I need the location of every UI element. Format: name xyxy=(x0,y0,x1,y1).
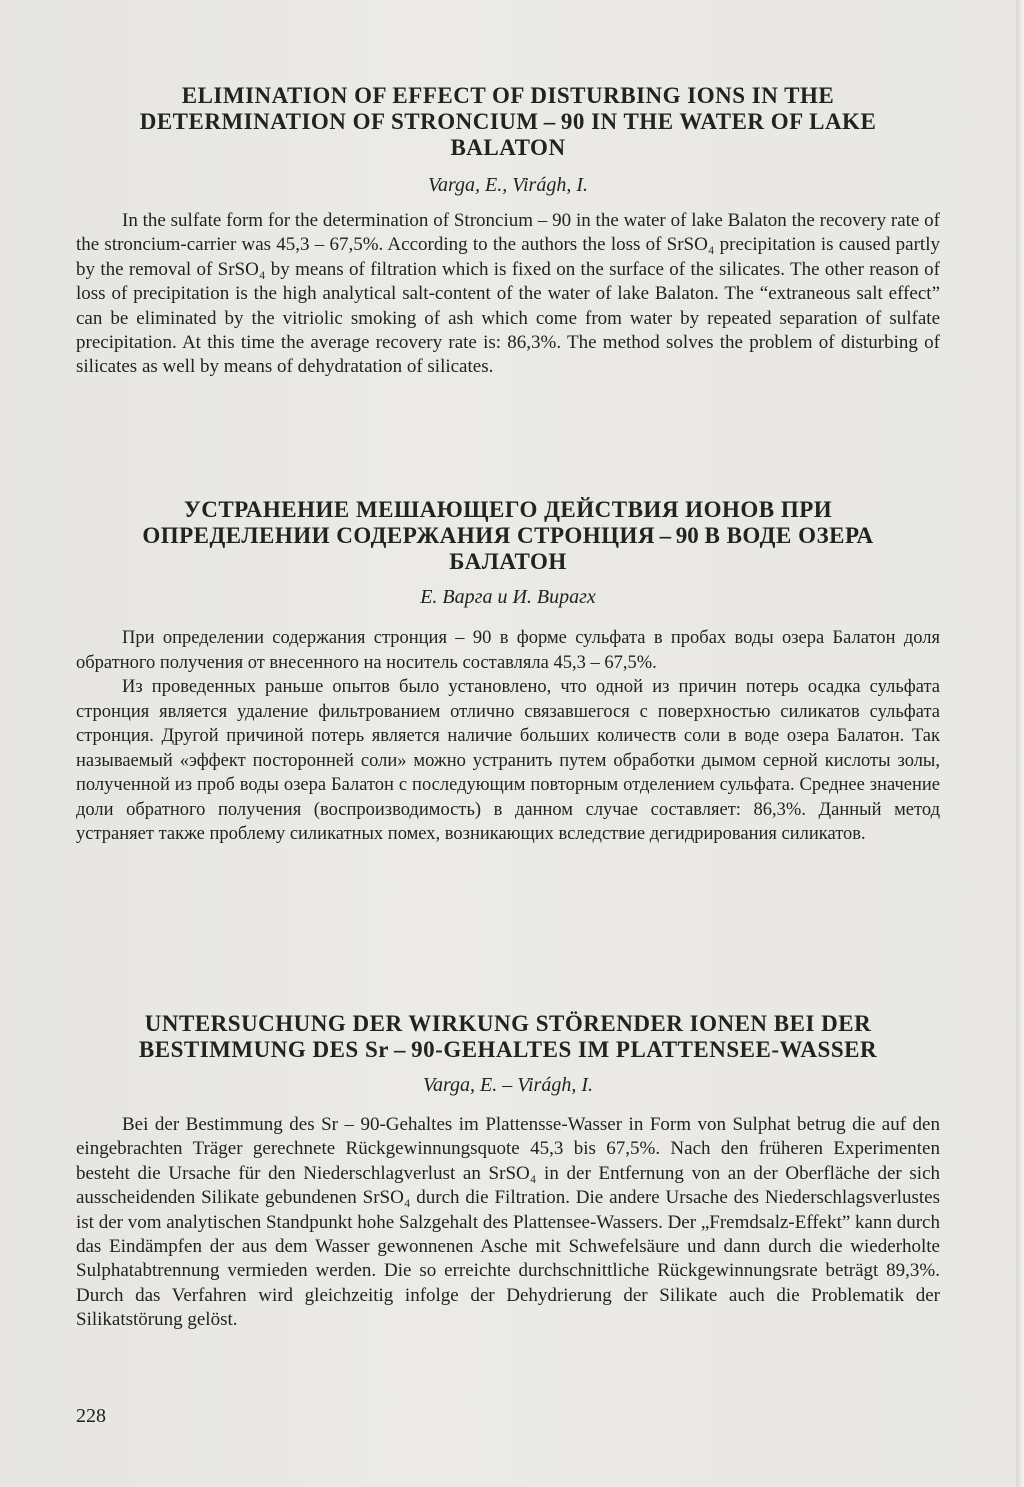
title-line: UNTERSUCHUNG DER WIRKUNG STÖRENDER IONEN BEI DER xyxy=(144,1011,872,1036)
authors-german: Varga, E. – Virágh, I. xyxy=(423,1074,593,1096)
title-line: УСТРАНЕНИЕ МЕШАЮЩЕГО ДЕЙСТВИЯ ИОНОВ ПРИ xyxy=(183,497,833,522)
title-line: ELIMINATION OF EFFECT OF DISTURBING IONS IN THE xyxy=(181,83,835,108)
title-line: BESTIMMUNG DES Sr – 90-GEHALTES IM PLATTENSEE-WASSER xyxy=(138,1037,878,1062)
abstract-english xyxy=(76,83,940,380)
abstract-russian xyxy=(76,497,940,847)
abstract-text-english: In the sulfate form for the determination of Stroncium – 90 in the water of lake Balaton the recovery rate of the stroncium-carrier was 45,3 – 67,5%. According to the authors the loss of SrSO₄ precipitation is caused partly by the removal of SrSO₄ by means of filtration which is fixed on the surface of the silicates. The other reason of loss of precipitation is the high analytical salt-content of the water of lake Balaton. The “extraneous salt effect” can be eliminated by the vitriolic smoking of ash which come from water by repeated separation of sulfate precipitation. At this time the average recovery rate is: 86,3%. The method solves the problem of disturbing of silicates as well by means of dehydratation of silicates. xyxy=(76,210,940,378)
authors-english: Varga, E., Virágh, I. xyxy=(428,174,588,196)
title-line: ОПРЕДЕЛЕНИИ СОДЕРЖАНИЯ СТРОНЦИЯ – 90 В ВОДЕ ОЗЕРА xyxy=(142,523,874,548)
abstract-german xyxy=(76,1011,940,1333)
abstract-paragraph-russian: При определении содержания стронция – 90 в форме сульфата в пробах воды озера Балатон доля обратного получения от внесенного на носитель составляла 45,3 – 67,5%. xyxy=(76,628,940,673)
title-line: BALATON xyxy=(450,135,566,160)
title-line: DETERMINATION OF STRONCIUM – 90 IN THE WATER OF LAKE xyxy=(139,109,877,134)
title-russian xyxy=(76,497,940,575)
page-edge xyxy=(1016,0,1024,1487)
abstract-paragraph-russian: Из проведенных раньше опытов было установлено, что одной из причин потерь осадка сульфата стронция является удаление фильтрованием отлично связавшегося с поверхностью силикатов сульфата стронция. Другой причиной потерь является наличие больших количеств соли в воде озера Балатон. Так называемый «эффект посторонней соли» можно устранить путем обработки дымом серной кислоты золы, полученной из проб воды озера Балатон с последующим повторным отделением сульфата. Среднее значение доли обратного получения (воспроизводимость) в данном случае составляет: 86,3%. Данный метод устраняет также проблему силикатных помех, возникающих вследствие дегидрирования силикатов. xyxy=(76,677,940,844)
title-line: БАЛАТОН xyxy=(449,549,567,574)
title-english xyxy=(76,83,940,161)
page-number: 228 xyxy=(76,1405,106,1427)
title-german xyxy=(76,1011,940,1063)
abstract-text-german: Bei der Bestimmung des Sr – 90-Gehaltes im Plattensse-Wasser in Form von Sulphat betrug die auf den eingebrachten Träger gerechnete Rückgewinnungsquote 45,3 bis 67,5%. Nach den früheren Experimenten besteht die Ursache für den Niederschlagverlust an SrSO₄ in der Entfernung von an der Oberfläche der sich ausscheidenden Silikate gebundenen SrSO₄ durch die Filtration. Die andere Ursache des Niederschlagsverlustes ist der vom analytischen Standpunkt hohe Salzgehalt des Plattensee-Wassers. Der „Fremdsalz-Effekt” kann durch das Eindämpfen der aus dem Wasser gewonnenen Asche mit Schwefelsäure und dann durch die wiederholte Sulphatabtrennung vermieden werden. Die so erreichte durchschnittliche Rückgewinnungsrate beträgt 89,3%. Durch das Verfahren wird gleichzeitig infolge der Dehydrierung der Silikate auch die Problematik der Silikatstörung gelöst. xyxy=(76,1114,940,1331)
authors-russian: Е. Варга и И. Вирагх xyxy=(420,586,596,608)
